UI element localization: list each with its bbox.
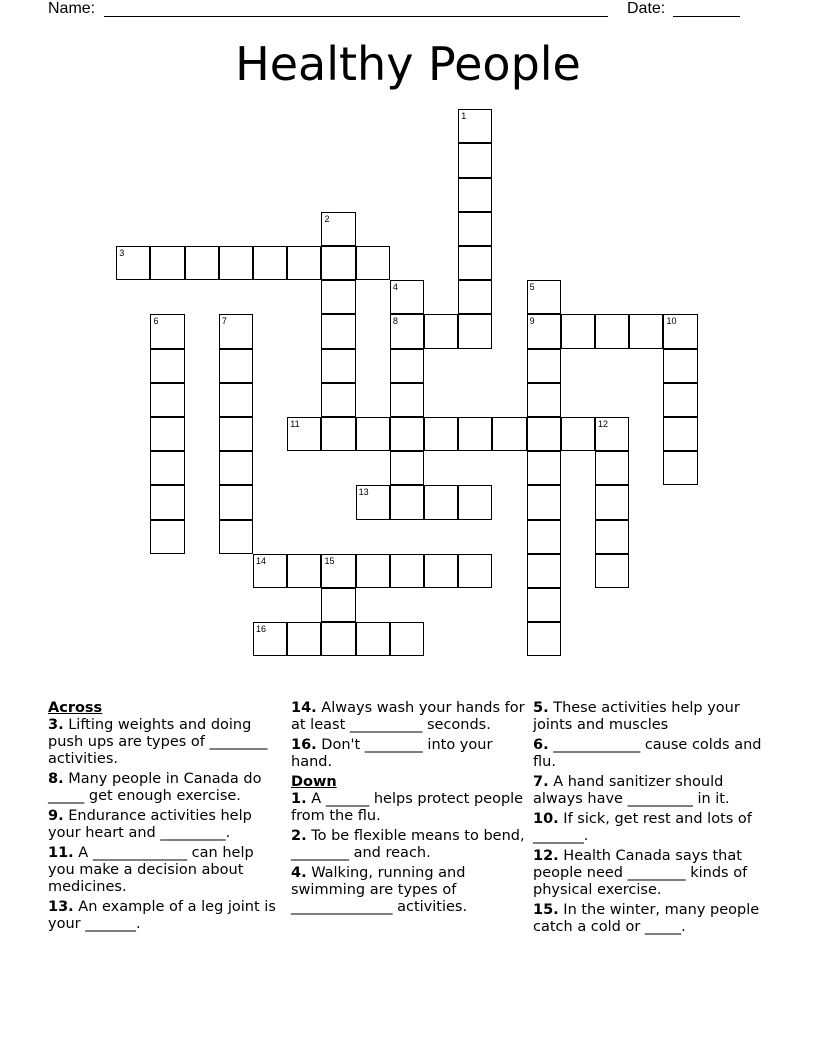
clue-down-6: 6. ____________ cause colds and flu. xyxy=(533,737,762,770)
crossword-cell[interactable] xyxy=(321,314,355,348)
crossword-cell[interactable] xyxy=(595,520,629,554)
crossword-cell[interactable] xyxy=(663,314,697,348)
crossword-cell[interactable] xyxy=(458,109,492,143)
clue-down-15: 15. In the winter, many people catch a cold or _____. xyxy=(533,902,760,935)
crossword-cell[interactable] xyxy=(219,314,253,348)
clue-number: 8 xyxy=(392,316,398,327)
crossword-cell[interactable] xyxy=(390,451,424,485)
across-heading: Across xyxy=(48,700,103,716)
date-field[interactable] xyxy=(673,16,740,17)
crossword-cell[interactable] xyxy=(219,349,253,383)
crossword-cell[interactable] xyxy=(561,417,595,451)
clue-number: 10 xyxy=(666,316,677,327)
crossword-cell[interactable] xyxy=(527,554,561,588)
crossword-cell[interactable] xyxy=(390,485,424,519)
crossword-cell[interactable] xyxy=(185,246,219,280)
clue-down-12: 12. Health Canada says that people need ________ kinds of physical exercise. xyxy=(533,848,748,898)
crossword-cell[interactable] xyxy=(663,417,697,451)
clue-number: 11 xyxy=(290,419,300,430)
crossword-cell[interactable] xyxy=(287,417,321,451)
crossword-cell[interactable] xyxy=(629,314,663,348)
crossword-cell[interactable] xyxy=(150,349,184,383)
clue-number: 16 xyxy=(256,624,267,635)
crossword-cell[interactable] xyxy=(321,349,355,383)
crossword-cell[interactable] xyxy=(527,314,561,348)
crossword-cell[interactable] xyxy=(356,417,390,451)
crossword-cell[interactable] xyxy=(527,622,561,656)
clue-down-10: 10. If sick, get rest and lots of _______. xyxy=(533,811,752,844)
crossword-cell[interactable] xyxy=(527,588,561,622)
clue-across-9: 9. Endurance activities help your heart and _________. xyxy=(48,808,252,841)
name-label: Name: xyxy=(48,0,96,17)
crossword-cell[interactable] xyxy=(527,417,561,451)
crossword-cell[interactable] xyxy=(321,246,355,280)
clues-column-3 xyxy=(533,700,773,939)
clue-down-7: 7. A hand sanitizer should always have _________ in it. xyxy=(533,774,730,807)
name-date-header xyxy=(0,0,816,22)
crossword-cell[interactable] xyxy=(458,417,492,451)
clue-across-13: 13. An example of a leg joint is your _______. xyxy=(48,899,276,932)
clue-down-5: 5. These activities help your joints and muscles xyxy=(533,700,740,733)
clues-column-1 xyxy=(48,700,284,936)
crossword-cell[interactable] xyxy=(458,178,492,212)
crossword-cell[interactable] xyxy=(527,485,561,519)
crossword-cell[interactable] xyxy=(287,246,321,280)
crossword-cell[interactable] xyxy=(390,383,424,417)
crossword-cell[interactable] xyxy=(595,417,629,451)
crossword-cell[interactable] xyxy=(253,246,287,280)
page-title: Healthy People xyxy=(235,37,581,91)
clue-down-2: 2. To be flexible means to bend, ________ and reach. xyxy=(291,828,525,861)
clue-number: 15 xyxy=(324,555,335,566)
clue-number: 6 xyxy=(153,316,159,327)
crossword-cell[interactable] xyxy=(219,383,253,417)
crossword-cell[interactable] xyxy=(116,246,150,280)
clue-down-4: 4. Walking, running and swimming are types of ______________ activities. xyxy=(291,865,468,915)
crossword-cell[interactable] xyxy=(458,212,492,246)
clue-number: 5 xyxy=(529,282,535,293)
crossword-cell[interactable] xyxy=(424,554,458,588)
clue-across-14: 14. Always wash your hands for at least __________ seconds. xyxy=(291,700,525,733)
crossword-cell[interactable] xyxy=(492,417,526,451)
crossword-cell[interactable] xyxy=(150,451,184,485)
crossword-cell[interactable] xyxy=(321,622,355,656)
crossword-cell[interactable] xyxy=(287,554,321,588)
clue-number: 7 xyxy=(221,316,227,327)
crossword-cell[interactable] xyxy=(219,451,253,485)
crossword-cell[interactable] xyxy=(663,383,697,417)
crossword-cell[interactable] xyxy=(150,485,184,519)
crossword-cell[interactable] xyxy=(390,280,424,314)
crossword-cell[interactable] xyxy=(390,349,424,383)
clues-column-2 xyxy=(291,700,527,919)
crossword-cell[interactable] xyxy=(287,622,321,656)
clue-number: 13 xyxy=(358,487,369,498)
crossword-cell[interactable] xyxy=(321,588,355,622)
crossword-cell[interactable] xyxy=(458,246,492,280)
clue-down-1: 1. A ______ helps protect people from the flu. xyxy=(291,791,524,824)
crossword-cell[interactable] xyxy=(150,314,184,348)
crossword-cell[interactable] xyxy=(321,417,355,451)
crossword-cell[interactable] xyxy=(527,349,561,383)
crossword-cell[interactable] xyxy=(219,246,253,280)
crossword-cell[interactable] xyxy=(527,520,561,554)
crossword-cell[interactable] xyxy=(390,417,424,451)
crossword-cell[interactable] xyxy=(390,622,424,656)
crossword-cell[interactable] xyxy=(356,246,390,280)
clue-across-11: 11. A _____________ can help you make a decision about medicines. xyxy=(48,845,254,895)
crossword-cell[interactable] xyxy=(458,485,492,519)
name-field[interactable] xyxy=(104,16,608,17)
crossword-cell[interactable] xyxy=(150,383,184,417)
crossword-cell[interactable] xyxy=(595,451,629,485)
crossword-cell[interactable] xyxy=(595,314,629,348)
clue-across-3: 3. Lifting weights and doing push ups are types of ________ activities. xyxy=(48,717,268,767)
crossword-cell[interactable] xyxy=(150,520,184,554)
crossword-cell[interactable] xyxy=(595,485,629,519)
date-label: Date: xyxy=(627,0,666,17)
clue-number: 3 xyxy=(119,248,125,259)
crossword-cell[interactable] xyxy=(253,622,287,656)
crossword-cell[interactable] xyxy=(253,554,287,588)
crossword-cell[interactable] xyxy=(458,554,492,588)
crossword-cell[interactable] xyxy=(390,314,424,348)
crossword-cell[interactable] xyxy=(424,417,458,451)
crossword-cell[interactable] xyxy=(390,554,424,588)
crossword-cell[interactable] xyxy=(321,212,355,246)
crossword-cell[interactable] xyxy=(561,314,595,348)
crossword-cell[interactable] xyxy=(424,314,458,348)
crossword-cell[interactable] xyxy=(321,280,355,314)
clue-number: 2 xyxy=(324,213,330,224)
crossword-cell[interactable] xyxy=(219,485,253,519)
crossword-cell[interactable] xyxy=(321,383,355,417)
crossword-cell[interactable] xyxy=(458,143,492,177)
clue-number: 14 xyxy=(256,555,267,566)
clue-number: 1 xyxy=(461,111,467,122)
crossword-cell[interactable] xyxy=(663,451,697,485)
crossword-cell[interactable] xyxy=(321,554,355,588)
crossword-cell[interactable] xyxy=(527,451,561,485)
crossword-cell[interactable] xyxy=(458,280,492,314)
crossword-cell[interactable] xyxy=(663,349,697,383)
crossword-cell[interactable] xyxy=(527,383,561,417)
crossword-cell[interactable] xyxy=(150,417,184,451)
clue-number: 9 xyxy=(529,316,535,327)
crossword-cell[interactable] xyxy=(595,554,629,588)
crossword-cell[interactable] xyxy=(424,485,458,519)
clue-across-16: 16. Don't ________ into your hand. xyxy=(291,737,493,770)
crossword-cell[interactable] xyxy=(219,520,253,554)
crossword-cell[interactable] xyxy=(219,417,253,451)
clue-number: 4 xyxy=(392,282,398,293)
clue-across-8: 8. Many people in Canada do _____ get enough exercise. xyxy=(48,771,262,804)
crossword-cell[interactable] xyxy=(356,622,390,656)
crossword-cell[interactable] xyxy=(150,246,184,280)
crossword-cell[interactable] xyxy=(527,280,561,314)
down-heading: Down xyxy=(291,774,337,790)
crossword-cell[interactable] xyxy=(458,314,492,348)
crossword-cell[interactable] xyxy=(356,554,390,588)
clue-number: 12 xyxy=(598,419,609,430)
crossword-cell[interactable] xyxy=(356,485,390,519)
